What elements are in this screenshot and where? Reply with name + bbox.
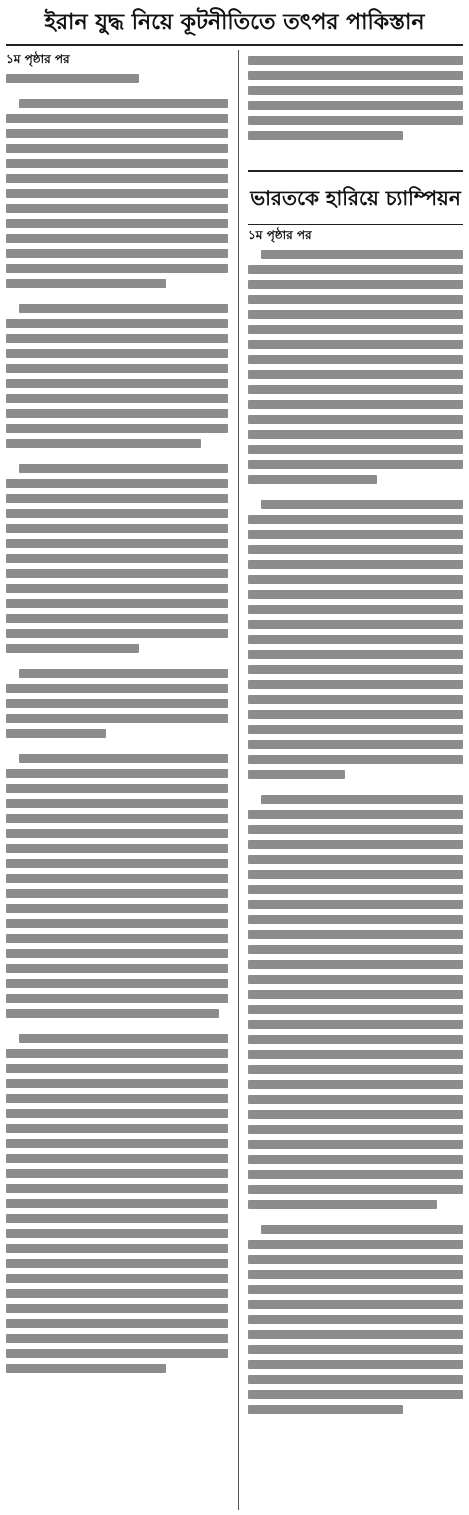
article-one-continuation-label: ১ম পৃষ্ঠার পর xyxy=(6,52,70,66)
column-divider xyxy=(238,50,239,1510)
article-one-column-left xyxy=(6,50,228,1510)
article-two-column xyxy=(248,226,463,1510)
article-two-continuation-label: ১ম পৃষ্ঠার পর xyxy=(248,228,312,242)
article-one-body-left xyxy=(6,74,228,1373)
article-one-column-right xyxy=(248,50,463,166)
article-two-headline: ভারতকে হারিয়ে চ্যাম্পিয়ন xyxy=(250,186,461,210)
article-two-body xyxy=(248,250,463,1414)
headline-rule xyxy=(6,44,463,46)
article-two-headline-box xyxy=(248,170,463,225)
article-one-headline: ইরান যুদ্ধ নিয়ে কূটনীতিতে তৎপর পাকিস্তান xyxy=(44,10,425,35)
article-one-body-right xyxy=(248,56,463,140)
